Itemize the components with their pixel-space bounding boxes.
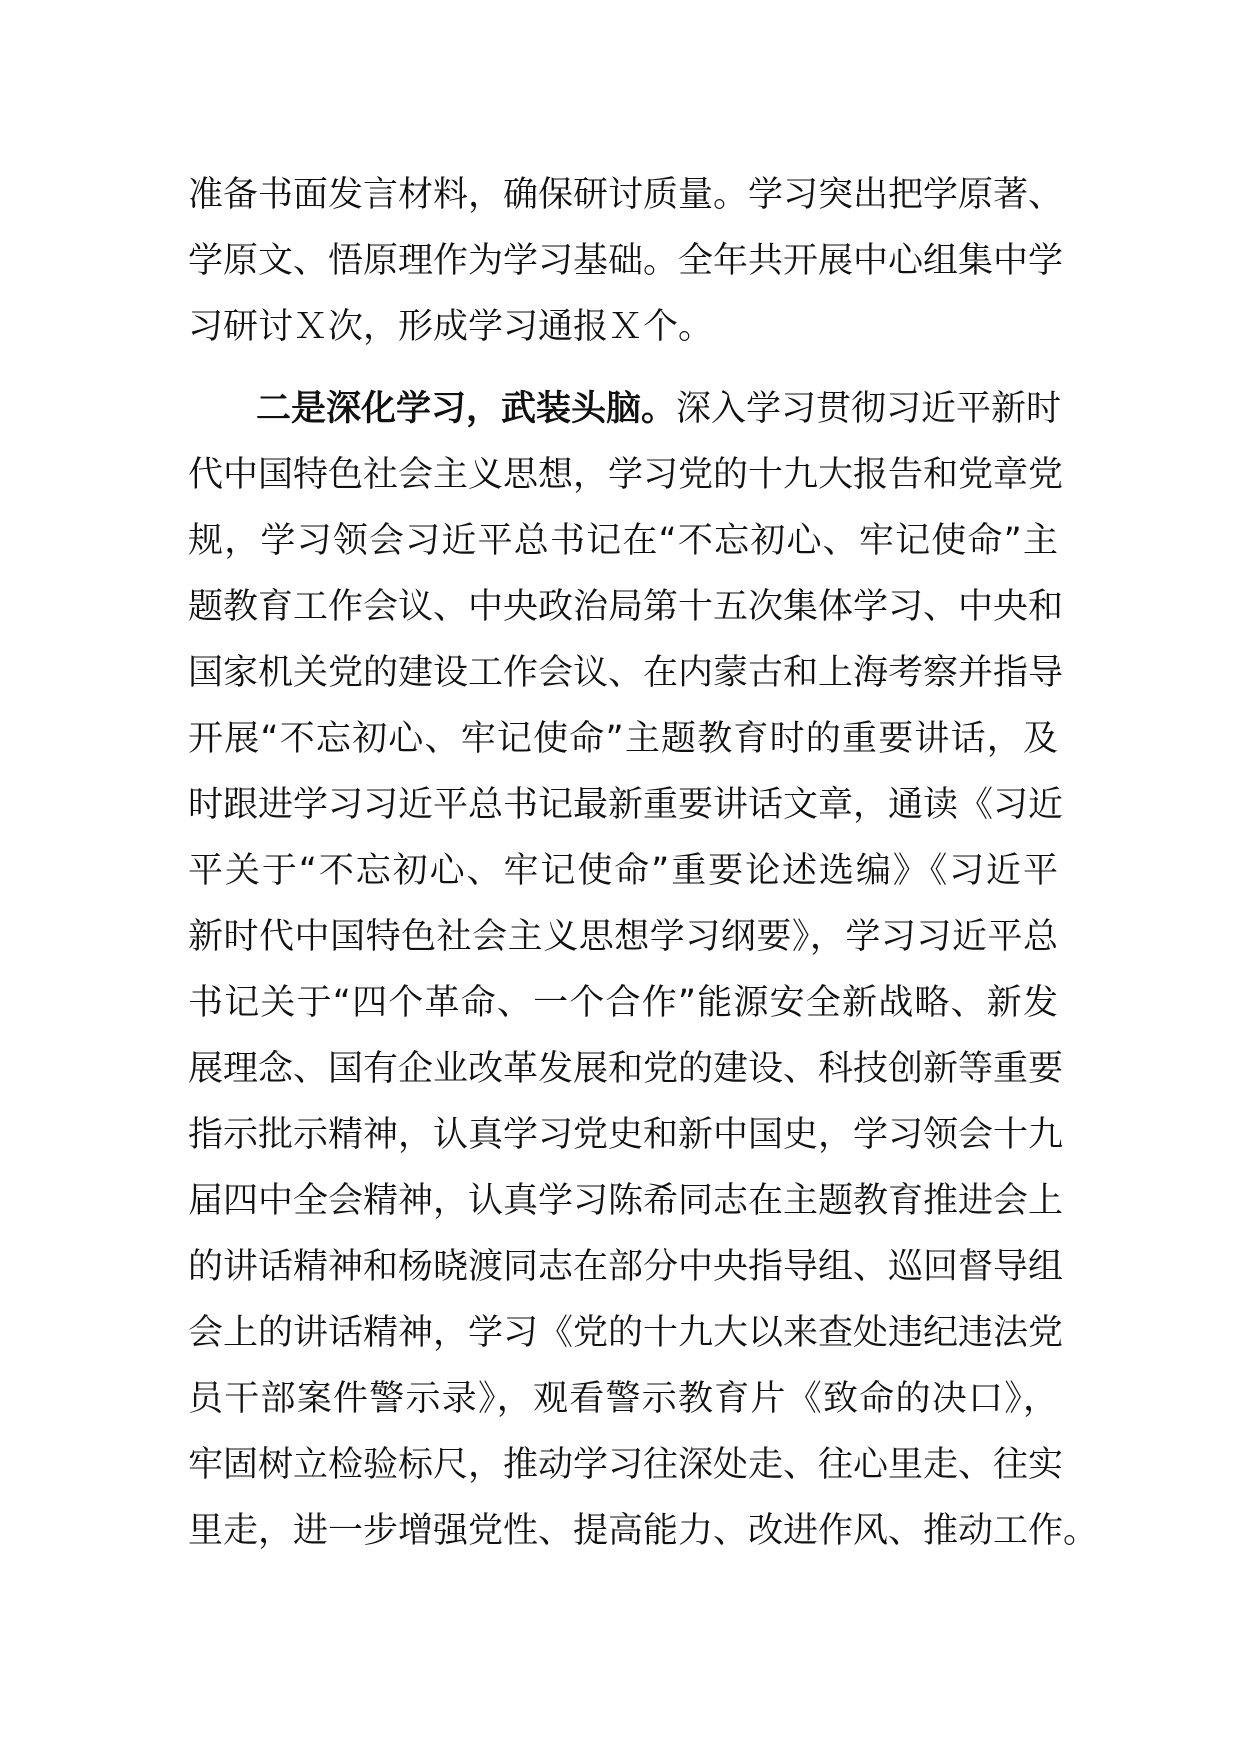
paragraph-line: 代中国特色社会主义思想，学习党的十九大报告和党章党 bbox=[188, 455, 1064, 495]
paragraph-line: 题教育工作会议、中央政治局第十五次集体学习、中央和 bbox=[188, 587, 1064, 627]
paragraph-line: 习研讨Ｘ次，形成学习通报Ｘ个。 bbox=[188, 307, 714, 347]
paragraph-line: 学原文、悟原理作为学习基础。全年共开展中心组集中学 bbox=[188, 241, 1064, 281]
paragraph-line: 书记关于“四个革命、一个合作”能源安全新战略、新发 bbox=[188, 983, 1058, 1023]
paragraph-line: 准备书面发言材料，确保研讨质量。学习突出把学原著、 bbox=[188, 175, 1064, 215]
paragraph-line: 的讲话精神和杨晓渡同志在部分中央指导组、巡回督导组 bbox=[188, 1247, 1064, 1287]
paragraph-line: 新时代中国特色社会主义思想学习纲要》，学习习近平总 bbox=[188, 917, 1058, 957]
paragraph-line: 平关于“不忘初心、牢记使命”重要论述选编》《习近平 bbox=[188, 851, 1058, 891]
paragraph-line: 里走，进一步增强党性、提高能力、改进作风、推动工作。 bbox=[188, 1511, 1099, 1551]
paragraph-line: 国家机关党的建设工作会议、在内蒙古和上海考察并指导 bbox=[188, 653, 1064, 693]
paragraph-line: 牢固树立检验标尺，推动学习往深处走、往心里走、往实 bbox=[188, 1445, 1064, 1485]
paragraph-line: 时跟进学习习近平总书记最新重要讲话文章，通读《习近 bbox=[188, 785, 1064, 825]
paragraph-first-line bbox=[188, 376, 1062, 442]
paragraph-line: 指示批示精神，认真学习党史和新中国史，学习领会十九 bbox=[188, 1115, 1064, 1155]
paragraph-first-line-text: 深入学习贯彻习近平新时 bbox=[676, 389, 1062, 429]
paragraph-heading: 二是深化学习，武装头脑。 bbox=[256, 389, 677, 429]
paragraph-study-summary bbox=[188, 162, 1064, 360]
paragraph-line: 开展“不忘初心、牢记使命”主题教育时的重要讲话，及 bbox=[188, 719, 1058, 759]
paragraph-line: 会上的讲话精神，学习《党的十九大以来查处违纪违法党 bbox=[188, 1313, 1064, 1353]
paragraph-line: 员干部案件警示录》，观看警示教育片《致命的决口》， bbox=[188, 1379, 1058, 1419]
paragraph-deepen-study bbox=[188, 376, 1099, 1564]
paragraph-line: 届四中全会精神，认真学习陈希同志在主题教育推进会上 bbox=[188, 1181, 1064, 1221]
paragraph-line: 展理念、国有企业改革发展和党的建设、科技创新等重要 bbox=[188, 1049, 1064, 1089]
paragraph-line: 规，学习领会习近平总书记在“不忘初心、牢记使命”主 bbox=[188, 521, 1058, 561]
